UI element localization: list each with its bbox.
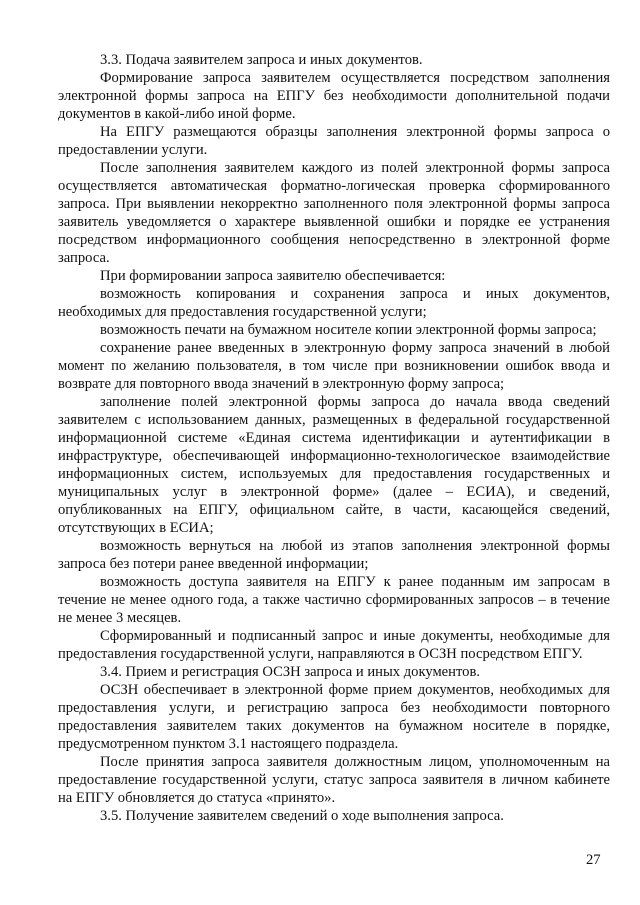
document-body xyxy=(58,51,610,825)
paragraph: После принятия запроса заявителя должностным лицом, уполномоченным на предоставление государственной услуги, статус запроса заявителя в личном кабинете на ЕПГУ обновляется до статуса «принято». xyxy=(58,754,610,806)
paragraph: ОСЗН обеспечивает в электронной форме прием документов, необходимых для предоставления услуги, и регистрацию запроса без необходимости повторного предоставления заявителем таких документов на бумажном носителе в порядке, предусмотренном пунктом 3.1 настоящего подраздела. xyxy=(58,682,610,752)
list-item: сохранение ранее введенных в электронную форму запроса значений в любой момент по желанию пользователя, в том числе при возникновении ошибок ввода и возврате для повторного ввода значений в электронную форму запроса; xyxy=(58,340,610,392)
paragraph: Сформированный и подписанный запрос и иные документы, необходимые для предоставления государственной услуги, направляются в ОСЗН посредством ЕПГУ. xyxy=(58,628,610,662)
list-item: возможность копирования и сохранения запроса и иных документов, необходимых для предоставления государственной услуги; xyxy=(58,286,610,320)
list-item: возможность доступа заявителя на ЕПГУ к ранее поданным им запросам в течение не менее одного года, а также частично сформированных запросов – в течение не менее 3 месяцев. xyxy=(58,574,610,626)
section-heading-3-5: 3.5. Получение заявителем сведений о ходе выполнения запроса. xyxy=(100,808,504,824)
section-heading-3-3: 3.3. Подача заявителем запроса и иных документов. xyxy=(100,52,423,68)
paragraph: Формирование запроса заявителем осуществляется посредством заполнения электронной формы запроса на ЕПГУ без необходимости дополнительной подачи документов в какой-либо иной форме. xyxy=(58,70,610,122)
section-heading-3-4: 3.4. Прием и регистрация ОСЗН запроса и иных документов. xyxy=(100,664,480,680)
paragraph: После заполнения заявителем каждого из полей электронной формы запроса осуществляется автоматическая форматно-логическая проверка сформированного запроса. При выявлении некорректно заполненного поля электронной формы запроса заявитель уведомляется о характере выявленной ошибки и порядке ее устранения посредством информационного сообщения непосредственно в электронной форме запроса. xyxy=(58,160,610,266)
paragraph: При формировании запроса заявителю обеспечивается: xyxy=(100,268,446,284)
list-item: возможность печати на бумажном носителе копии электронной формы запроса; xyxy=(100,322,597,338)
page-number: 27 xyxy=(586,852,601,868)
paragraph: На ЕПГУ размещаются образцы заполнения электронной формы запроса о предоставлении услуги. xyxy=(58,124,610,158)
list-item: возможность вернуться на любой из этапов заполнения электронной формы запроса без потери ранее введенной информации; xyxy=(58,538,610,572)
list-item: заполнение полей электронной формы запроса до начала ввода сведений заявителем с использованием данных, размещенных в федеральной государственной информационной системе «Единая система идентификации и аутентификации в инфраструктуре, обеспечивающей информационно-технологическое взаимодействие информационных систем, используемых для предоставления государственных и муниципальных услуг в электронной форме» (далее – ЕСИА), и сведений, опубликованных на ЕПГУ, официальном сайте, в части, касающейся сведений, отсутствующих в ЕСИА; xyxy=(58,394,610,536)
